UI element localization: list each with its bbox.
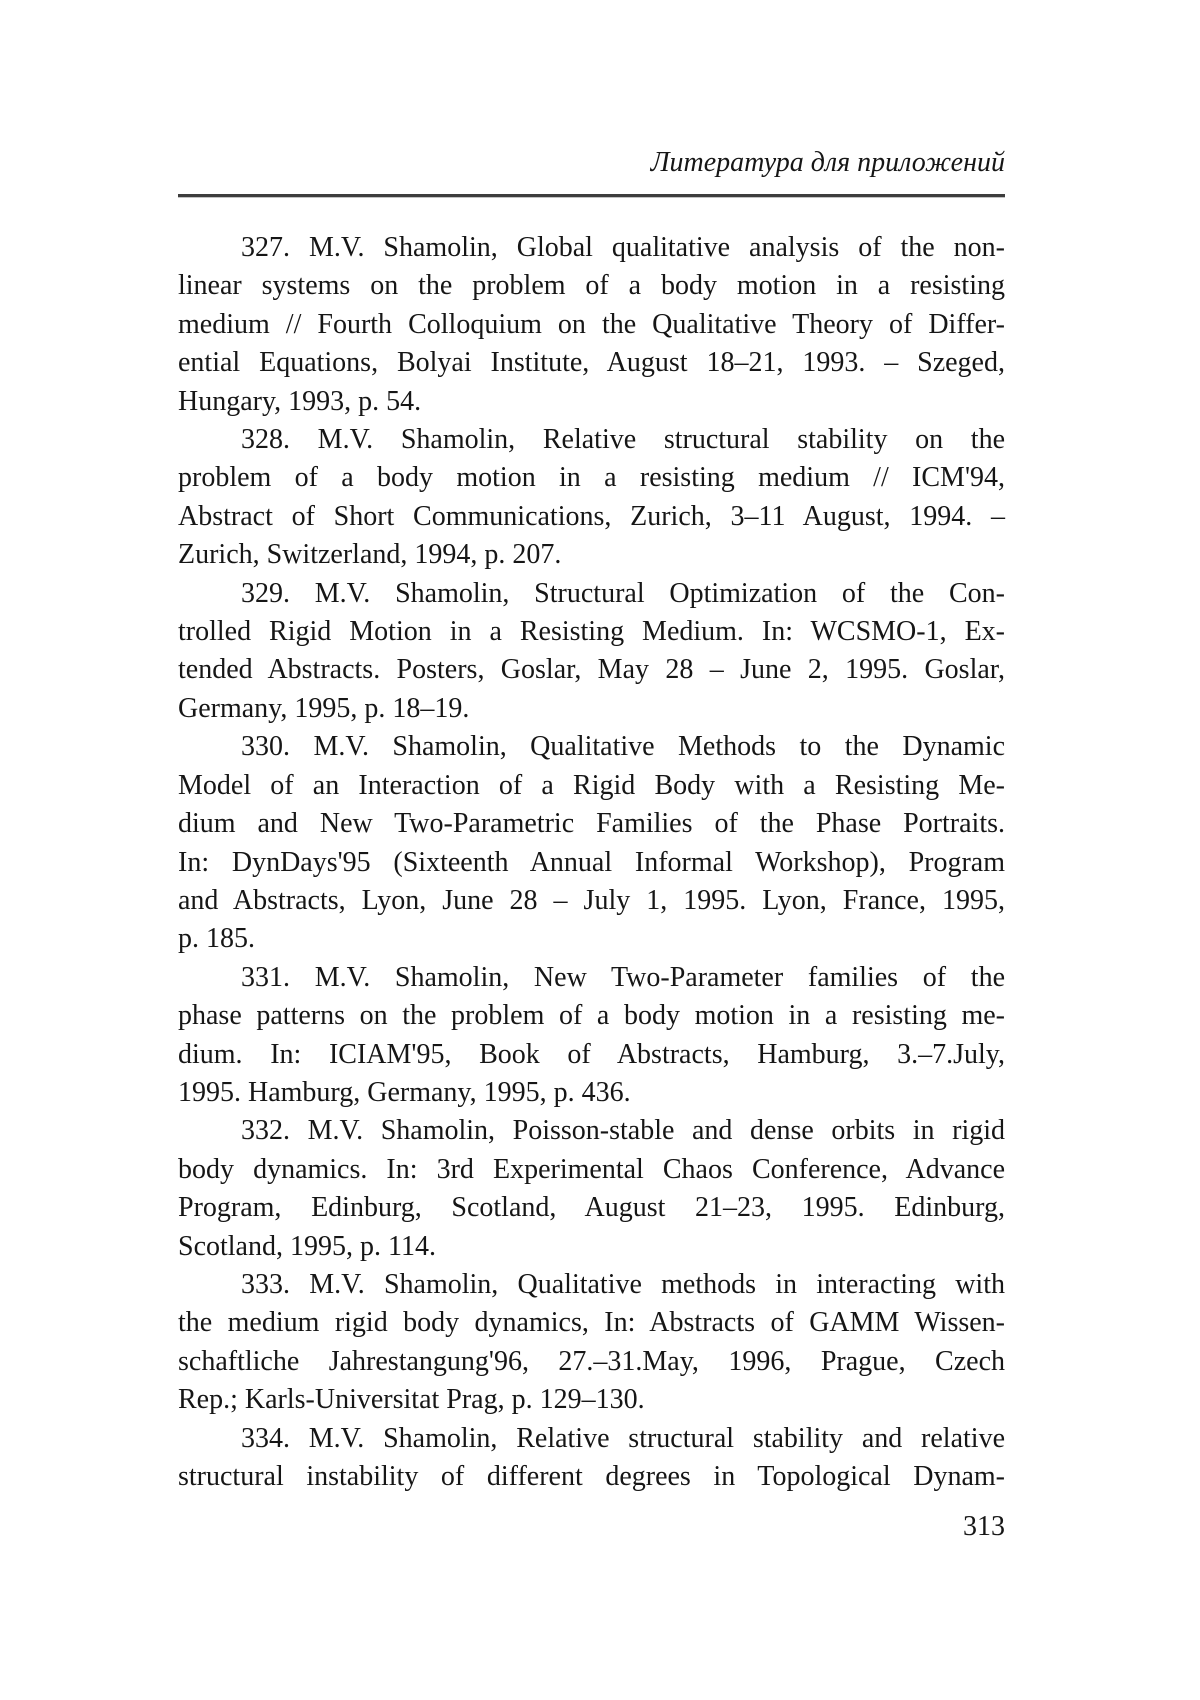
reference-327-line-5: Hungary, 1993, p. 54.: [178, 385, 422, 417]
reference-332-line-3: Program, Edinburg, Scotland, August 21–23, 1995. Edinburg,: [178, 1192, 1005, 1224]
reference-327-line-2: linear systems on the problem of a body motion in a resisting: [178, 270, 1005, 302]
reference-331-line-1: 331. M.V. Shamolin, New Two-Parameter families of the: [241, 961, 1005, 993]
reference-327-line-4: ential Equations, Bolyai Institute, August 18–21, 1993. – Szeged,: [178, 347, 1005, 379]
reference-330-line-6: p. 185.: [178, 923, 255, 955]
reference-333-line-2: the medium rigid body dynamics, In: Abstracts of GAMM Wissen-: [178, 1307, 1005, 1339]
references-list: [178, 229, 1005, 1496]
reference-333-line-4: Rep.; Karls-Universitat Prag, p. 129–130.: [178, 1384, 645, 1416]
reference-332-line-4: Scotland, 1995, p. 114.: [178, 1230, 436, 1262]
reference-331-line-3: dium. In: ICIAM'95, Book of Abstracts, Hamburg, 3.–7.July,: [178, 1038, 1005, 1070]
reference-329-line-4: Germany, 1995, p. 18–19.: [178, 692, 470, 724]
reference-333-line-3: schaftliche Jahrestangung'96, 27.–31.May, 1996, Prague, Czech: [178, 1345, 1005, 1377]
reference-327-line-1: 327. M.V. Shamolin, Global qualitative analysis of the non-: [241, 232, 1005, 263]
reference-330-line-1: 330. M.V. Shamolin, Qualitative Methods to the Dynamic: [241, 731, 1005, 763]
reference-330: [178, 728, 1005, 958]
reference-331-line-2: phase patterns on the problem of a body motion in a resisting me-: [178, 1000, 1005, 1032]
reference-332-line-2: body dynamics. In: 3rd Experimental Chaos Conference, Advance: [178, 1153, 1005, 1185]
document-page: [178, 0, 1005, 1547]
reference-334-line-2: structural instability of different degrees in Topological Dynam-: [178, 1461, 1005, 1492]
reference-328-line-1: 328. M.V. Shamolin, Relative structural stability on the: [241, 424, 1005, 456]
reference-330-line-4: In: DynDays'95 (Sixteenth Annual Informal Workshop), Program: [178, 846, 1005, 878]
reference-328: [178, 421, 1005, 575]
reference-332-line-1: 332. M.V. Shamolin, Poisson-stable and dense orbits in rigid: [241, 1115, 1005, 1147]
reference-332: [178, 1112, 1005, 1266]
reference-333-line-1: 333. M.V. Shamolin, Qualitative methods in interacting with: [241, 1268, 1005, 1300]
reference-328-line-3: Abstract of Short Communications, Zurich, 3–11 August, 1994. –: [178, 500, 1005, 532]
reference-331: [178, 959, 1005, 1113]
reference-334-line-1: 334. M.V. Shamolin, Relative structural stability and relative: [241, 1422, 1005, 1454]
reference-330-line-2: Model of an Interaction of a Rigid Body with a Resisting Me-: [178, 769, 1005, 801]
reference-327: [178, 229, 1005, 421]
reference-333: [178, 1266, 1005, 1420]
reference-330-line-5: and Abstracts, Lyon, June 28 – July 1, 1995. Lyon, France, 1995,: [178, 884, 1005, 916]
reference-334: [178, 1420, 1005, 1497]
reference-329-line-3: tended Abstracts. Posters, Goslar, May 28 – June 2, 1995. Goslar,: [178, 654, 1005, 686]
reference-329: [178, 575, 1005, 729]
reference-327-line-3: medium // Fourth Colloquium on the Qualitative Theory of Differ-: [178, 308, 1005, 340]
reference-328-line-4: Zurich, Switzerland, 1994, p. 207.: [178, 539, 562, 571]
reference-329-line-2: trolled Rigid Motion in a Resisting Medium. In: WCSMO-1, Ex-: [178, 616, 1005, 648]
reference-330-line-3: dium and New Two-Parametric Families of the Phase Portraits.: [178, 808, 1005, 840]
running-header: Литература для приложений: [650, 147, 1005, 178]
header-rule: [178, 194, 1005, 197]
reference-331-line-4: 1995. Hamburg, Germany, 1995, p. 436.: [178, 1076, 631, 1108]
reference-328-line-2: problem of a body motion in a resisting medium // ICM'94,: [178, 462, 1005, 494]
reference-329-line-1: 329. M.V. Shamolin, Structural Optimization of the Con-: [241, 577, 1005, 609]
page-number: 313: [963, 1511, 1005, 1543]
